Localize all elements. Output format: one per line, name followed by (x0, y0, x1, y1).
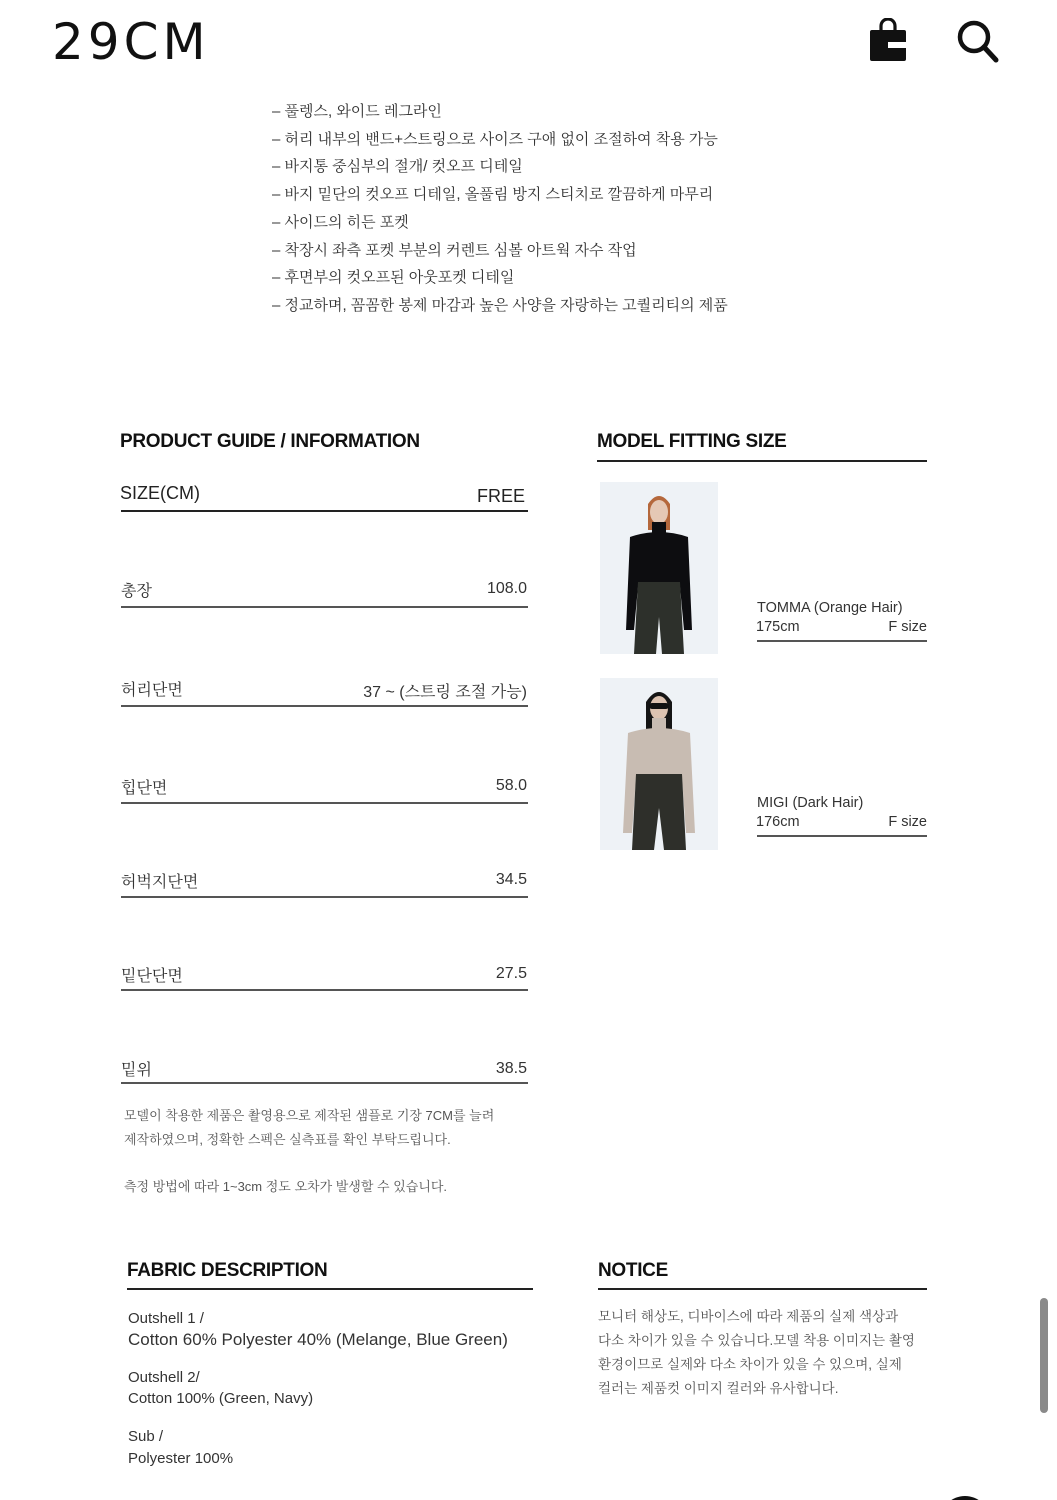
product-guide-title: PRODUCT GUIDE / INFORMATION (120, 431, 420, 452)
size-row-label: 허리단면 (121, 682, 183, 699)
row-divider (121, 1082, 528, 1084)
description-line: – 정교하며, 꼼꼼한 봉제 마감과 높은 사양을 자랑하는 고퀄리티의 제품 (272, 296, 728, 314)
model-name: MIGI (Dark Hair) (757, 795, 864, 811)
floating-action-button[interactable] (940, 1496, 990, 1500)
size-row-value: 58.0 (495, 777, 527, 794)
size-note: 모델이 착용한 제품은 촬영용으로 제작된 샘플로 기장 7CM를 늘려 (124, 1108, 495, 1123)
notice-line: 모니터 해상도, 디바이스에 따라 제품의 실제 색상과 (598, 1309, 899, 1324)
scrollbar-thumb[interactable] (1040, 1298, 1048, 1413)
fabric-value: Polyester 100% (128, 1450, 234, 1467)
description-line: – 후면부의 컷오프된 아웃포켓 디테일 (272, 269, 515, 287)
model-fitting-divider (597, 460, 927, 462)
notice-line: 컬러는 제품컷 이미지 컬러와 유사합니다. (598, 1381, 839, 1396)
fabric-value: Cotton 100% (Green, Navy) (128, 1390, 314, 1407)
notice-divider (598, 1288, 927, 1290)
description-line: – 바지통 중심부의 절개/ 컷오프 디테일 (272, 158, 523, 176)
measurement-note: 측정 방법에 따라 1~3cm 정도 오차가 발생할 수 있습니다. (124, 1179, 448, 1194)
description-line: – 사이드의 히든 포켓 (272, 213, 409, 231)
row-divider (121, 802, 528, 804)
model-height: 176cm (756, 814, 800, 830)
fabric-divider (127, 1288, 533, 1290)
row-divider (121, 705, 528, 707)
fabric-label: Sub / (128, 1428, 164, 1445)
product-description (272, 98, 792, 320)
row-divider (121, 606, 528, 608)
size-row-label: 힙단면 (121, 780, 168, 797)
fabric-label: Outshell 2/ (128, 1369, 200, 1386)
size-row-value: 27.5 (495, 965, 527, 982)
model-divider (757, 640, 927, 642)
shopping-bag-button[interactable] (866, 18, 910, 64)
fabric-label: Outshell 1 / (128, 1310, 204, 1327)
description-line: – 바지 밑단의 컷오프 디테일, 올풀림 방지 스티치로 깔끔하게 마무리 (272, 186, 714, 204)
model-photo-tomma[interactable] (600, 482, 718, 654)
notice-line: 환경이므로 실제와 다소 차이가 있을 수 있으며, 실제 (598, 1357, 902, 1372)
size-note: 제작하였으며, 정확한 스펙은 실측표를 확인 부탁드립니다. (124, 1132, 451, 1147)
size-header-label: SIZE(CM) (120, 483, 200, 503)
size-row-label: 허벅지단면 (121, 874, 199, 891)
size-header-divider (121, 510, 528, 512)
size-row-value: 34.5 (495, 871, 527, 888)
size-row-label: 밑단단면 (121, 968, 183, 985)
model-size: F size (888, 619, 927, 635)
description-line: – 착장시 좌측 포켓 부분의 커렌트 심볼 아트웍 자수 작업 (272, 241, 637, 259)
size-row-label: 총장 (121, 583, 152, 600)
size-row-value: 37 ~ (스트링 조절 가능) (363, 684, 527, 701)
description-line: – 허리 내부의 밴드+스트링으로 사이즈 구애 없이 조절하여 착용 가능 (272, 130, 718, 148)
row-divider (121, 989, 528, 991)
model-fitting-title: MODEL FITTING SIZE (597, 431, 787, 452)
fabric-title: FABRIC DESCRIPTION (127, 1260, 328, 1281)
size-row-value: 108.0 (486, 580, 527, 597)
row-divider (121, 896, 528, 898)
model-name: TOMMA (Orange Hair) (757, 600, 903, 616)
model-divider (757, 835, 927, 837)
notice-title: NOTICE (598, 1260, 668, 1281)
top-header (0, 0, 1057, 90)
shopping-bag-icon (866, 18, 910, 64)
model-figure-image (600, 482, 718, 654)
model-size: F size (888, 814, 927, 830)
model-figure-image (600, 678, 718, 850)
notice-line: 다소 차이가 있을 수 있습니다.모델 착용 이미지는 촬영 (598, 1333, 915, 1348)
size-header-value: FREE (476, 486, 525, 506)
fabric-value: Cotton 60% Polyester 40% (Melange, Blue Green) (128, 1330, 508, 1349)
size-row-value: 38.5 (495, 1060, 527, 1077)
size-row-label: 밑위 (121, 1062, 152, 1079)
search-button[interactable] (955, 18, 999, 64)
search-icon (955, 18, 1001, 64)
model-photo-migi[interactable] (600, 678, 718, 850)
logo-29cm[interactable]: 29CM (52, 13, 210, 71)
description-line: – 풀렝스, 와이드 레그라인 (272, 103, 442, 120)
model-height: 175cm (756, 619, 800, 635)
